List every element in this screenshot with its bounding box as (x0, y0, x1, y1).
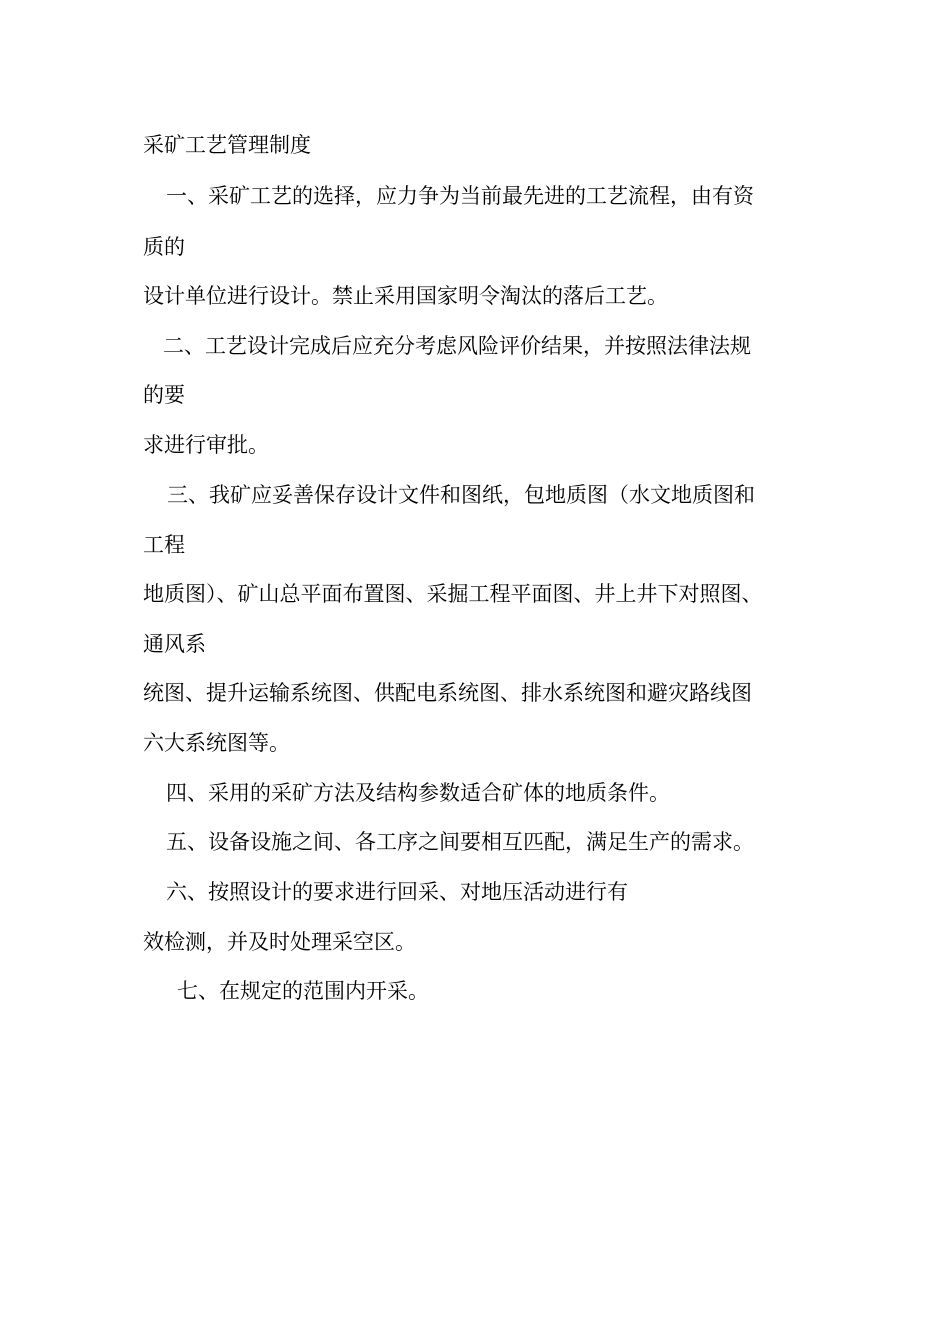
paragraph-line: 一、采矿工艺的选择，应力争为当前最先进的工艺流程，由有资 (166, 184, 754, 208)
paragraph-line: 设计单位进行设计。禁止采用国家明令淘汰的落后工艺。 (143, 284, 668, 308)
document-title: 采矿工艺管理制度 (143, 133, 311, 157)
paragraph-line: 求进行审批。 (143, 433, 269, 457)
paragraph-line: 三、我矿应妥善保存设计文件和图纸，包地质图（水文地质图和 (167, 483, 755, 507)
paragraph-line: 七、在规定的范围内开采。 (177, 979, 429, 1003)
paragraph-line: 五、设备设施之间、各工序之间要相互匹配，满足生产的需求。 (166, 830, 754, 854)
paragraph-line: 六、按照设计的要求进行回采、对地压活动进行有 (166, 880, 628, 904)
paragraph-line: 二、工艺设计完成后应充分考虑风险评价结果，并按照法律法规 (163, 334, 751, 358)
paragraph-line: 通风系 (143, 632, 206, 656)
paragraph-line: 工程 (143, 533, 185, 557)
paragraph-line: 质的 (143, 235, 185, 259)
paragraph-line: 统图、提升运输系统图、供配电系统图、排水系统图和避灾路线图 (143, 681, 752, 705)
paragraph-line: 的要 (143, 383, 185, 407)
paragraph-line: 六大系统图等。 (143, 731, 290, 755)
paragraph-line: 四、采用的采矿方法及结构参数适合矿体的地质条件。 (166, 781, 670, 805)
paragraph-line: 地质图）、矿山总平面布置图、采掘工程平面图、井上井下对照图、 (143, 582, 763, 606)
paragraph-line: 效检测，并及时处理采空区。 (143, 930, 416, 954)
